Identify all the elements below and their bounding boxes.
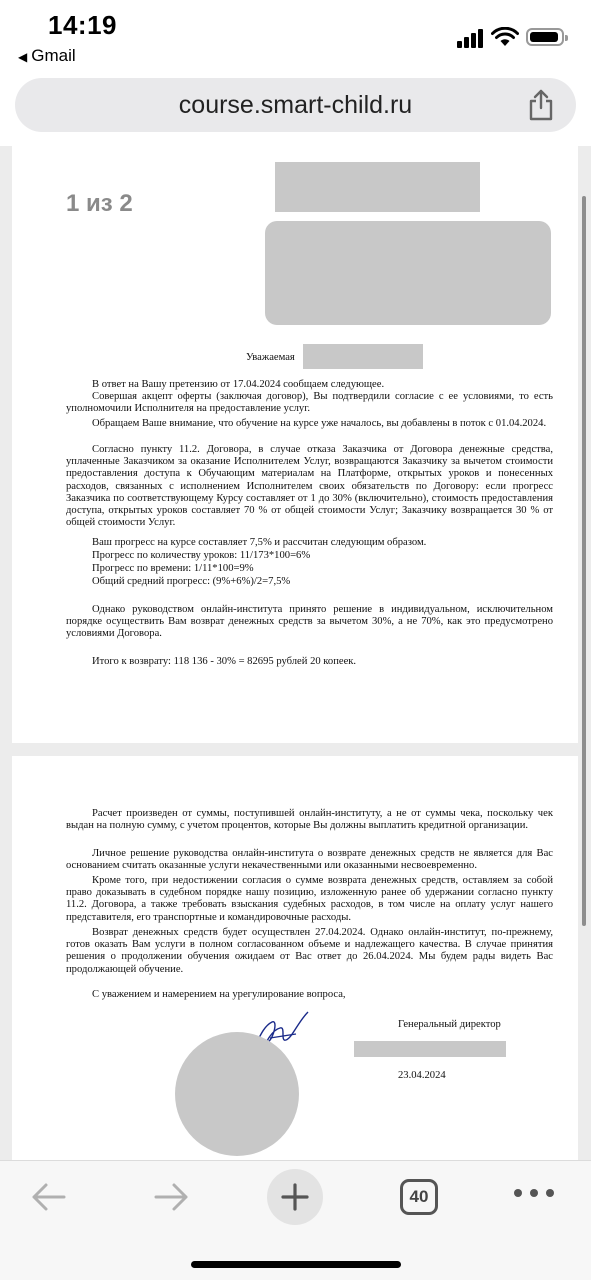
letter-closing: С уважением и намерением на урегулирование вопроса, — [92, 989, 346, 1000]
letter-progress-lessons: Прогресс по количеству уроков: 11/173*100=6% — [92, 550, 311, 561]
redacted-name — [303, 344, 423, 369]
address-bar[interactable] — [15, 78, 576, 132]
letter-paragraph-decision: Однако руководством онлайн-института принято решение в индивидуальном, исключительном порядке осуществить Вам возврат денежных средств за вычетом 30%, а не 70%, как это предусмотрено условиями Договора. — [66, 604, 553, 640]
forward-arrow-icon[interactable] — [152, 1175, 192, 1219]
letter-progress-intro: Ваш прогресс на курсе составляет 7,5% и рассчитан следующим образом. — [92, 537, 427, 548]
home-indicator — [191, 1261, 401, 1268]
battery-icon — [526, 28, 564, 46]
back-to-gmail-link[interactable] — [18, 46, 76, 66]
redacted-seal — [175, 1032, 299, 1156]
new-tab-button[interactable] — [267, 1169, 323, 1225]
status-time: 14:19 — [48, 10, 117, 40]
letter-refund-total: Итого к возврату: 118 136 - 30% = 82695 рублей 20 копеек. — [92, 656, 357, 667]
wifi-icon — [491, 27, 519, 47]
redacted-signer-name — [354, 1041, 506, 1057]
cellular-signal-icon — [457, 28, 483, 48]
letter-progress-time: Прогресс по времени: 1/11*100=9% — [92, 563, 254, 574]
browser-toolbar — [0, 1160, 591, 1280]
letter-paragraph-calc: Расчет произведен от суммы, поступившей онлайн-институту, а не от суммы чека, поскольку чек выдан на полную сумму, с учетом процентов, которые Вы должны выплатить кредитной организации. — [66, 808, 553, 832]
letter-paragraph-start: Обращаем Ваше внимание, что обучение на курсе уже началось, вы добавлены в поток с 01.04.2024. — [92, 418, 547, 429]
document-page-1 — [12, 146, 578, 743]
letter-paragraph-return: Возврат денежных средств будет осуществлен 27.04.2024. Однако онлайн-институт, по-прежнему, готов оказать Вам услуги в полном согласованном объеме и надлежащего качества. В случае принятия решения о продолжении обучения ожидаем от Вас ответ до 26.04.2024. Мы будем рады видеть Вас продолжающей обучение. — [66, 927, 553, 975]
signer-title: Генеральный директор — [398, 1019, 501, 1030]
letter-paragraph-personal: Личное решение руководства онлайн-института о возврате денежных средств не является для Вас основанием считать оказанные услуги некачественными или оказанными несвоевременно. — [66, 848, 553, 872]
plus-icon — [281, 1183, 309, 1211]
tab-switcher-button[interactable]: 40 — [400, 1179, 438, 1215]
back-app-label: Gmail — [31, 46, 76, 65]
more-menu-icon[interactable] — [514, 1189, 554, 1199]
pdf-viewer[interactable] — [0, 146, 591, 1160]
letter-date: 23.04.2024 — [398, 1070, 446, 1081]
letter-paragraph-oferta: Совершая акцепт оферты (заключая договор), Вы подтвердили согласие с ее условиями, то есть уполномочили Исполнителя на предоставление услуг. — [66, 391, 553, 415]
redacted-recipient — [265, 221, 551, 325]
document-page-2 — [12, 756, 578, 1160]
greeting: Уважаемая — [246, 352, 295, 363]
redacted-header — [275, 162, 480, 212]
page-counter: 1 из 2 — [66, 190, 133, 217]
back-arrow-icon[interactable] — [28, 1175, 68, 1219]
url-text[interactable]: course.smart-child.ru — [178, 91, 413, 119]
status-bar — [0, 0, 591, 72]
letter-paragraph-clause: Согласно пункту 11.2. Договора, в случае отказа Заказчика от Договора денежные средства, уплаченные Заказчиком за оказание Исполнителем Услуг, возвращаются Заказчику за вычетом стоимости предоставления доступа к Обучающим материалам на Платформе, открытых уроков и понесенных расходов, связанных с исполнением Исполнителем своих обязательств по Договору: если прогресс Заказчика по соответствующему Курсу составляет от 1 до 30% (включительно), стоимость предоставления доступа, открытых уроков составляет 70 % от общей стоимости Услуг; Заказчику возвращается 30 % от общей стоимости Услуг. — [66, 444, 553, 529]
letter-line-1: В ответ на Вашу претензию от 17.04.2024 сообщаем следующее. — [92, 379, 385, 390]
letter-progress-average: Общий средний прогресс: (9%+6%)/2=7,5% — [92, 576, 291, 587]
viewer-scrollbar[interactable] — [582, 196, 586, 926]
letter-paragraph-court: Кроме того, при недостижении согласия о сумме возврата денежных средств, оставляем за собой право доказывать в судебном порядке нашу позицию, изложенную ранее об удержании согласно пункту 11.2. Договора, а также требовать взыскания судебных расходов, в том числе на оплату услуг нашего представителя, его транспортные и командировочные расходы. — [66, 875, 553, 923]
share-icon[interactable] — [526, 89, 556, 121]
back-arrow-icon: ◀ — [18, 50, 28, 64]
